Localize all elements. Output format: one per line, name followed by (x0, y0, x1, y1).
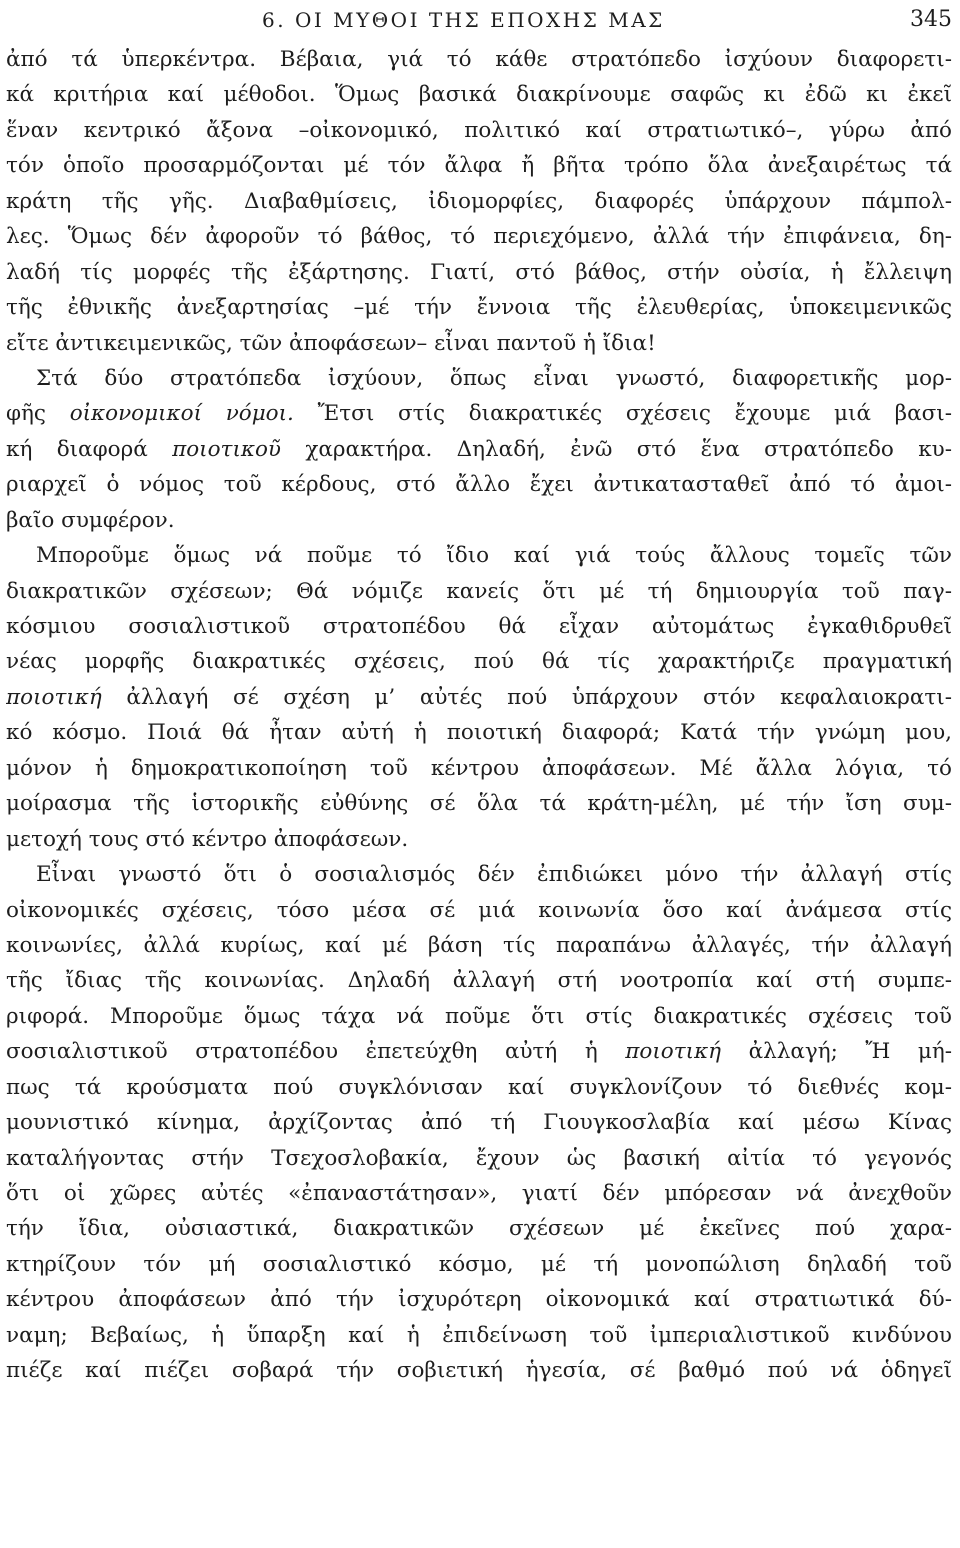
text-segment: ἀλλαγή; Ἤ μή- (721, 1039, 952, 1065)
text-line (6, 1247, 952, 1282)
text-segment: λες. Ὅμως δέν ἀφοροῦν τό βάθος, τό περιεχόμενο, ἀλλά τήν ἐπιφάνεια, δη- (6, 224, 952, 250)
text-segment: μόνον ἡ δημοκρατικοποίηση τοῦ κέντρου ἀποφάσεων. Μέ ἄλλα λόγια, τό (6, 755, 952, 781)
text-segment: κή διαφορά (6, 436, 173, 462)
text-segment: μοίρασμα τῆς ἱστορικῆς εὐθύνης σέ ὅλα τά κράτη-μέλη, μέ τήν ἴση συμ- (6, 791, 952, 817)
text-segment: λαδή τίς μορφές τῆς ἐξάρτησης. Γιατί, στό βάθος, στήν οὐσία, ἡ ἔλλειψη (6, 259, 952, 285)
text-segment: κό κόσμο. Ποιά θά ἦταν αὐτή ἡ ποιοτική διαφορά; Κατά τήν γνώμη μου, (6, 720, 952, 746)
text-segment: κόσμιου σοσιαλιστικοῦ στρατοπέδου θά εἶχαν αὐτομάτως ἐγκαθιδρυθεῖ (6, 614, 952, 639)
italic-text: ποιοτική (625, 1039, 722, 1065)
text-line (6, 1282, 952, 1317)
italic-text: οἰκονομικοί νόμοι. (69, 401, 294, 427)
text-line (6, 1211, 952, 1246)
italic-text: ποιοτική (6, 684, 102, 710)
text-segment: τῆς ἐθνικῆς ἀνεξαρτησίας –μέ τήν ἔννοια τῆς ἐλευθερίας, ὑποκειμενικῶς (6, 295, 952, 321)
text-line (6, 538, 952, 573)
text-line (6, 219, 952, 254)
text-segment: κέντρου ἀποφάσεων ἀπό τήν ἰσχυρότερη οἰκονομικά καί στρατιωτικά δύ- (6, 1287, 952, 1313)
text-segment: κράτη τῆς γῆς. Διαβαθμίσεις, ἰδιομορφίες, διαφορές ὑπάρχουν πάμπολ- (6, 188, 952, 214)
text-line (6, 999, 952, 1034)
text-line (6, 751, 952, 786)
text-line (6, 609, 952, 644)
text-segment: φῆς (6, 401, 70, 427)
text-segment: διακρατικῶν σχέσεων; Θά νόμιζε κανείς ὅτι μέ τή δημιουργία τοῦ παγ- (6, 578, 952, 604)
text-segment: ριφορά. Μποροῦμε ὅμως τάχα νά ποῦμε ὅτι στίς διακρατικές σχέσεις τοῦ (6, 1003, 952, 1029)
text-segment: Μποροῦμε ὅμως νά ποῦμε τό ἴδιο καί γιά τούς ἄλλους τομεῖς τῶν (36, 543, 952, 569)
text-line (6, 361, 952, 396)
text-segment: πως τά κρούσματα πού συγκλόνισαν καί συγκλονίζουν τό διεθνές κομ- (6, 1074, 952, 1100)
text-line (6, 680, 952, 715)
text-segment: τόν ὁποῖο προσαρμόζονται μέ τόν ἄλφα ἤ βῆτα τρόπο ὅλα ἀνεξαιρέτως τά (6, 153, 952, 179)
text-segment: κοινωνίες, ἀλλά κυρίως, καί μέ βάση τίς παραπάνω ἀλλαγές, τήν ἀλλαγή (6, 932, 952, 958)
text-segment: μετοχή τους στό κέντρο ἀποφάσεων. (6, 826, 409, 852)
text-segment: ριαρχεῖ ὁ νόμος τοῦ κέρδους, στό ἄλλο ἔχει ἀντικατασταθεῖ ἀπό τό ἀμοι- (6, 472, 952, 498)
text-line (6, 148, 952, 183)
text-line (6, 113, 952, 148)
text-segment: καταλήγοντας στήν Τσεχοσλοβακία, ἔχουν ὡς βασική αἰτία τό γεγονός (6, 1145, 952, 1171)
body-text (6, 42, 952, 1389)
text-line (6, 1318, 952, 1353)
text-line (6, 928, 952, 963)
text-segment: ἀλλαγή σέ σχέση μ’ αὐτές πού ὑπάρχουν στόν κεφαλαιοκρατι- (101, 684, 952, 710)
text-line (6, 255, 952, 290)
text-line (6, 1034, 952, 1069)
text-line (6, 963, 952, 998)
text-line (6, 1176, 952, 1211)
text-line (6, 786, 952, 821)
text-segment: τήν ἴδια, οὐσιαστικά, διακρατικῶν σχέσεων μέ ἐκεῖνες πού χαρα- (6, 1216, 952, 1242)
text-segment: Ἔτσι στίς διακρατικές σχέσεις ἔχουμε μιά βασι- (293, 401, 952, 427)
text-line (6, 42, 952, 77)
text-line (6, 574, 952, 609)
text-segment: σοσιαλιστικοῦ στρατοπέδου ἐπετεύχθη αὐτή ἡ (6, 1039, 626, 1065)
text-segment: ναμη; Βεβαίως, ἡ ὕπαρξη καί ἡ ἐπιδείνωση τοῦ ἰμπεριαλιστικοῦ κινδύνου (6, 1322, 952, 1348)
text-line (6, 715, 952, 750)
text-line (6, 290, 952, 325)
italic-text: ποιοτικοῦ (172, 436, 281, 462)
text-segment: Στά δύο στρατόπεδα ἰσχύουν, ὅπως εἶναι γνωστό, διαφορετικῆς μορ- (36, 365, 952, 391)
text-line (6, 1141, 952, 1176)
text-line (6, 857, 952, 892)
text-line (6, 1105, 952, 1140)
text-segment: βαῖο συμφέρον. (6, 507, 175, 533)
page-number: 345 (910, 7, 952, 32)
text-line (6, 326, 952, 361)
text-segment: τῆς ἴδιας τῆς κοινωνίας. Δηλαδή ἀλλαγή στή νοοτροπία καί στή συμπε- (6, 968, 952, 994)
text-segment: κτηρίζουν τόν μή σοσιαλιστικό κόσμο, μέ τή μονοπώλιση δηλαδή τοῦ (6, 1251, 952, 1277)
text-segment: εἴτε ἀντικειμενικῶς, τῶν ἀποφάσεων– εἶναι παντοῦ ἡ ἴδια! (6, 330, 656, 356)
text-line (6, 467, 952, 502)
text-segment: χαρακτήρα. Δηλαδή, ἐνῶ στό ἕνα στρατόπεδο κυ- (281, 436, 952, 462)
text-segment: ἀπό τά ὑπερκέντρα. Βέβαια, γιά τό κάθε στρατόπεδο ἰσχύουν διαφορετι- (6, 47, 952, 72)
text-line (6, 893, 952, 928)
text-line (6, 644, 952, 679)
text-line (6, 77, 952, 112)
chapter-title: 6. ΟΙ ΜΥΘΟΙ ΤΗΣ ΕΠΟΧΗΣ ΜΑΣ (262, 8, 665, 32)
text-line (6, 184, 952, 219)
text-line (6, 1353, 952, 1388)
text-segment: πιέζε καί πιέζει σοβαρά τήν σοβιετική ἡγεσία, σέ βαθμό πού νά ὁδηγεῖ (6, 1358, 952, 1384)
text-line (6, 432, 952, 467)
text-segment: ἕναν κεντρικό ἄξονα –οἰκονομικό, πολιτικό καί στρατιωτικό–, γύρω ἀπό (6, 117, 952, 143)
text-segment: κά κριτήρια καί μέθοδοι. Ὅμως βασικά διακρίνουμε σαφῶς κι ἐδῶ κι ἐκεῖ (6, 82, 952, 108)
text-line (6, 503, 952, 538)
text-line (6, 396, 952, 431)
text-segment: οἰκονομικές σχέσεις, τόσο μέσα σέ μιά κοινωνία ὅσο καί ἀνάμεσα στίς (6, 897, 952, 923)
running-header (0, 4, 952, 36)
text-segment: ὅτι οἱ χῶρες αὐτές «ἐπαναστάτησαν», γιατί δέν μπόρεσαν νά ἀνεχθοῦν (6, 1181, 952, 1206)
text-segment: νέας μορφῆς διακρατικές σχέσεις, πού θά τίς χαρακτήριζε πραγματική (6, 649, 952, 675)
text-segment: Εἶναι γνωστό ὅτι ὁ σοσιαλισμός δέν ἐπιδιώκει μόνο τήν ἀλλαγή στίς (36, 862, 952, 888)
text-line (6, 1070, 952, 1105)
text-line (6, 822, 952, 857)
text-segment: μουνιστικό κίνημα, ἀρχίζοντας ἀπό τή Γιουγκοσλαβία καί μέσω Κίνας (6, 1110, 952, 1136)
